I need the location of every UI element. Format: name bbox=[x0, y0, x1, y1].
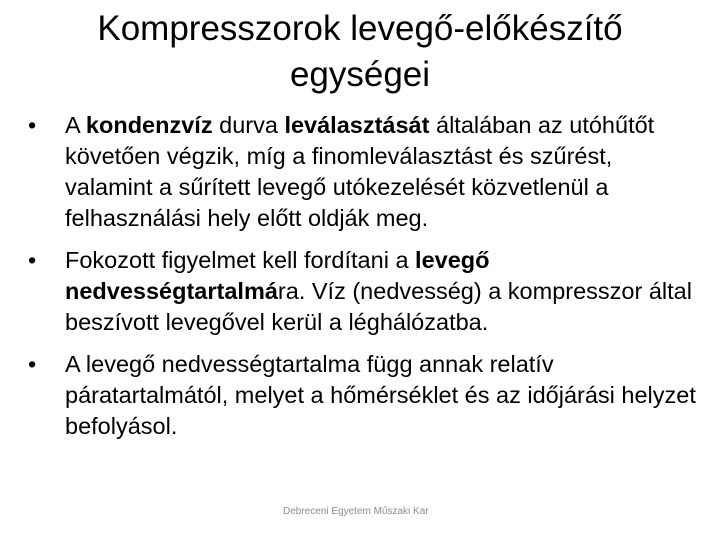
bullet-text-segment: A bbox=[65, 112, 86, 138]
bullet-marker: • bbox=[28, 351, 37, 377]
bullet-item-2 bbox=[28, 245, 700, 338]
bullet-text-bold-segment: leválasztását bbox=[284, 112, 430, 138]
bullet-text bbox=[65, 110, 700, 234]
bullet-item-3 bbox=[28, 349, 700, 442]
slide-title-line-1: Kompresszorok levegő-előkészítő bbox=[97, 9, 623, 48]
bullet-text-segment: ra. Víz (nedvesség) a kompresszor által beszívott levegővel kerül a léghálózatba. bbox=[65, 278, 692, 335]
slide-title bbox=[40, 6, 680, 98]
bullet-marker: • bbox=[28, 112, 37, 138]
bullet-text bbox=[65, 349, 700, 442]
bullet-marker: • bbox=[28, 247, 37, 273]
bullet-list bbox=[28, 110, 700, 453]
bullet-text bbox=[65, 245, 700, 338]
bullet-text-segment: általában az utóhűtőt követően végzik, míg a finomleválasztást és szűrést, valamint a sűrített levegő utókezelését közvetlenül a felhasználási hely előtt oldják meg. bbox=[65, 112, 655, 231]
bullet-text-segment: durva bbox=[212, 112, 285, 138]
slide-footer: Debreceni Egyetem Műszaki Kar bbox=[283, 506, 429, 517]
slide-title-line-2: egységei bbox=[289, 55, 431, 94]
bullet-text-bold-segment: levegő nedvességtartalmá bbox=[65, 247, 490, 304]
bullet-text-segment: A levegő nedvességtartalma függ annak relatív páratartalmától, melyet a hőmérséklet és az időjárási helyzet befolyásol. bbox=[65, 351, 696, 439]
bullet-text-segment: Fokozott figyelmet kell fordítani a bbox=[65, 247, 416, 273]
bullet-item-1 bbox=[28, 110, 700, 234]
bullet-text-bold-segment: kondenzvíz bbox=[85, 112, 213, 138]
